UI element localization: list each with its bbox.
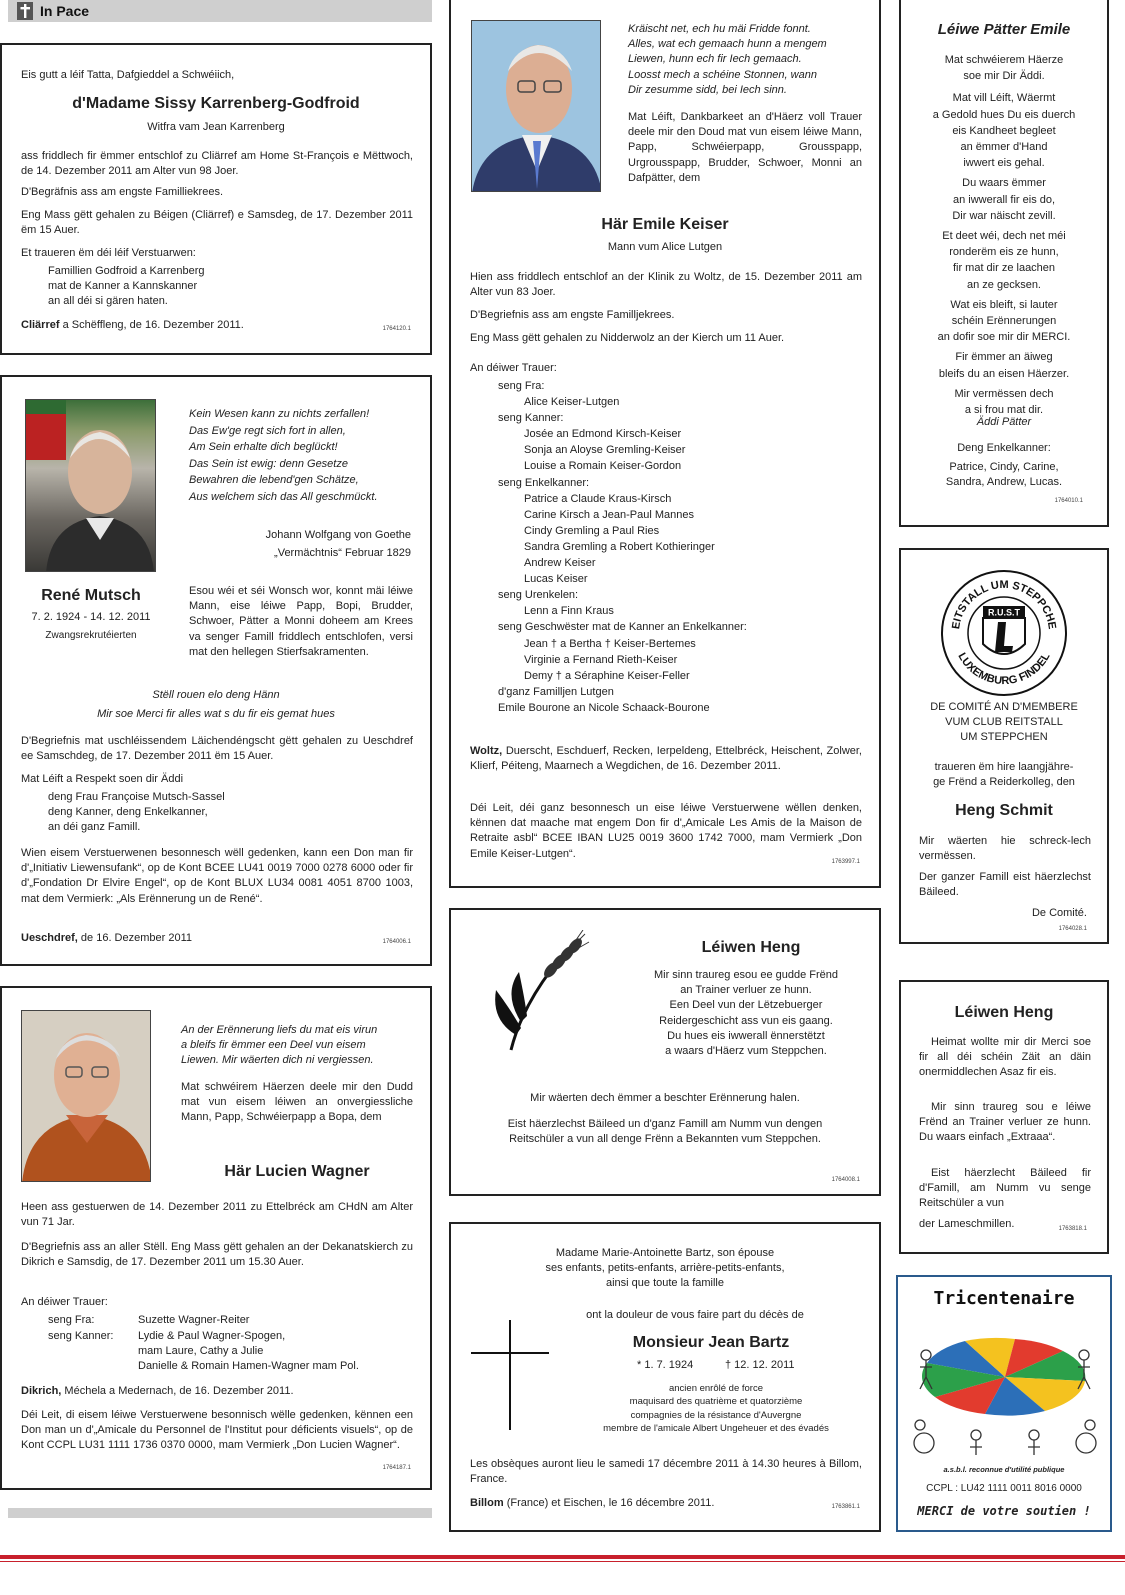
- wife-label: seng Fra:: [48, 1314, 95, 1326]
- notice-title: Léiwen Heng: [701, 939, 801, 956]
- mourner-line: deng Frau Françoise Mutsch-Sassel: [48, 791, 225, 803]
- paragraph: Déi Leit, déi ganz besonnesch un eise léiwe Verstuerwene wëllen denken, kënnen dat maache mat engem Don fir d'„Amicale Les Amis de la Maison de Retraite asbl“ BCEE IBAN LU25 0019 3600 1742 7000, mam Vermierk „Don Emile Keiser-Lutgen“.: [470, 802, 862, 860]
- reference-number: 1764010.1: [1054, 498, 1083, 504]
- ad-tagline: a.s.b.l. reconnue d'utilité publique: [943, 1465, 1065, 1474]
- portrait-photo: [471, 20, 601, 192]
- notice-heng-rider: [449, 908, 881, 1196]
- message-line: a Gedold hues Du eis duerch: [932, 108, 1076, 121]
- kids: [138, 1329, 359, 1375]
- mourner-line: Patrice a Claude Kraus-Kirsch: [524, 492, 672, 505]
- notice-karrenberg: [0, 43, 432, 355]
- message-line: an ëmmer d'Hand: [960, 141, 1048, 154]
- paragraph: Mir sinn traureg sou e léiwe Frënd an Trainer verluer ze hunn. Du waars einfach „Extraaa“.: [919, 1101, 1091, 1144]
- mourner-line: Jean † a Bertha † Keiser-Bertemes: [524, 637, 696, 650]
- kid-line: mam Laure, Cathy a Julie: [138, 1345, 264, 1358]
- club-logo: [937, 566, 1071, 700]
- paragraph: Mir wäerten hie schreck-lech vermëssen.: [919, 835, 1091, 863]
- paragraph: Déi Leit, di eisem léiwe Verstuerwene besonnisch wëlle gedenken, kënnen een Don man un d'„Amicale du Personnel de l'Institut pour déficients visuels“, op de Kont CCPL LU31 1111 1736 0370 0000, mam Vermierk „Don Lucien Wagner“.: [21, 1409, 413, 1452]
- org-line: VUM CLUB REITSTALL: [945, 716, 1063, 729]
- reference-number: 1764120.1: [382, 326, 411, 332]
- tricentenaire-ad[interactable]: [896, 1275, 1112, 1532]
- verse: Stëll rouen elo deng Hänn: [152, 689, 280, 701]
- mourner-line: Cindy Gremling a Paul Ries: [524, 524, 660, 537]
- detail-line: compagnies de la résistance d'Auvergne: [630, 1409, 802, 1421]
- mourner-line: Sandra Gremling a Robert Kothieringer: [524, 540, 715, 553]
- poem-line: Das Sein ist ewig: denn Gesetze: [189, 457, 348, 470]
- mourner-line: an all déi si gären haten.: [48, 295, 168, 308]
- notice-title: Léiwen Heng: [954, 1004, 1054, 1021]
- paragraph: Mat Léift, Dankbarkeet an d'Häerz voll Trauer deele mir den Doud mat vun eisem léiwe Mann, Papp, Schwéierpapp, Grousspapp, Urgrousspapp, Brudder, Schwoer, Monni an Dafpätter, dem: [628, 111, 862, 184]
- place: Dikrich,: [21, 1385, 62, 1397]
- date: Méchela a Medernach, de 16. Dezember 2011.: [64, 1385, 294, 1397]
- section-header: [8, 0, 432, 22]
- message-line: Een Deel vun der Lëtzebuerger: [669, 999, 823, 1012]
- paragraph: Les obsèques auront lieu le samedi 17 décembre 2011 à 14.30 heures à Billom, France.: [470, 1458, 862, 1486]
- subtitle: Witfra vam Jean Karrenberg: [147, 121, 285, 133]
- intro: Eis gutt a léif Tatta, Dafgieddel a Schwéiich,: [21, 69, 235, 81]
- place: Woltz,: [470, 745, 503, 757]
- intro-line: ses enfants, petits-enfants, arrière-petits-enfants,: [545, 1262, 785, 1275]
- condolence-line: Reitschüler a vun all denge Frënn a Bekannten vum Steppchen.: [509, 1133, 821, 1146]
- deceased-name: Heng Schmit: [955, 802, 1053, 819]
- message-line: iwwert eis gehal.: [963, 157, 1045, 170]
- places-date: [470, 744, 862, 774]
- mourner-line: Sonja an Aloyse Gremling-Keiser: [524, 444, 686, 457]
- wife: Suzette Wagner-Reiter: [138, 1314, 250, 1326]
- message-line: an iwwerall fir eis do,: [952, 193, 1056, 206]
- kid-line: Danielle & Romain Hamen-Wagner mam Pol.: [138, 1360, 359, 1373]
- poem-line: Am Sein erhalte dich beglückt!: [189, 441, 338, 453]
- message-line: bleifs du an eisen Häerzer.: [938, 367, 1070, 380]
- paragraph: Heen ass gestuerwen de 14. Dezember 2011 zu Ettelbréck am CHdN am Alter vun 71 Jar.: [21, 1201, 413, 1229]
- ad-title: Tricentenaire: [933, 1288, 1075, 1309]
- message: [901, 52, 1107, 418]
- poem-line: Loosst mech a schéine Stonnen, wann: [628, 68, 817, 81]
- paragraph: der Lameschmillen.: [919, 1218, 1015, 1230]
- place-date: [21, 931, 192, 946]
- message-line: Wat eis bleift, si lauter: [950, 298, 1058, 311]
- date: (France) et Eischen, le 16 décembre 2011.: [506, 1497, 715, 1509]
- message-line: a waars d'Häerz vum Steppchen.: [665, 1044, 827, 1057]
- paragraph: Wien eisem Verstuerwenen besonnesch wëll gedenken, kann een Don man fir d'„Initiativ Liewensufank“, op de Kont BCEE LU41 0019 7000 0278 6000 oder fir d'„Fondation Dr Elvire Engel“, op de Kont BLUX LU34 0081 4051 8700 1003, mat dem Vermierk: „Als Erënnerung un de René“.: [21, 847, 413, 905]
- cross-icon: [471, 1320, 551, 1430]
- ad-account: CCPL : LU42 1111 0011 8016 0000: [926, 1483, 1082, 1494]
- reference-number: 1764008.1: [831, 1177, 860, 1183]
- message: [901, 760, 1107, 790]
- signature: De Comité.: [1031, 907, 1087, 919]
- birth-date: * 1. 7. 1924: [637, 1359, 694, 1371]
- reference-number: 1763861.1: [831, 1504, 860, 1510]
- intro: [461, 1246, 869, 1292]
- place: Cliärref: [21, 319, 60, 331]
- place: Billom: [470, 1497, 504, 1509]
- paragraph: Esou wéi et séi Wonsch wor, konnt mäi léiwe Mann, eise léiwe Papp, Bopi, Brudder, Schwoer, Pätter a Monni doheem am Krees va senger Famill friddlech entschlofen, versi mat den hellegen Stierfsakramenten.: [189, 585, 413, 658]
- mourner-line: Lucas Keiser: [524, 573, 588, 586]
- subtitle: Mann vum Alice Lutgen: [607, 241, 723, 253]
- place-date: [470, 1496, 714, 1511]
- grandkids: [901, 460, 1107, 490]
- reference-number: 1764187.1: [382, 1465, 411, 1471]
- paragraph: Mat Léift a Respekt soen dir Äddi: [21, 773, 184, 785]
- message-line: schéin Erënnerungen: [951, 315, 1057, 328]
- poem-line: Kein Wesen kann zu nichts zerfallen!: [189, 408, 370, 420]
- detail-line: ancien enrôlé de force: [668, 1383, 763, 1394]
- message-line: Reidergeschicht ass vun eis gaang.: [659, 1014, 833, 1027]
- condolence-line: Eist häerzlechst Bäileed un d'ganz Famill am Numm vun dengen: [507, 1118, 823, 1130]
- message-line: a si frou mat dir.: [964, 404, 1044, 417]
- paragraph: Heimat wollte mir dir Merci soe fir all déi schéin Zäit an däin onermiddlechen Asaz fir eis.: [919, 1036, 1091, 1079]
- reference-number: 1764028.1: [1058, 926, 1087, 932]
- mourners-label: An déiwer Trauer:: [21, 1296, 108, 1308]
- message-line: Mat vill Léift, Wäermt: [952, 92, 1056, 105]
- message-line: an Trainer verluer ze hunn.: [680, 984, 812, 997]
- message-line: an dofir soe mir dir MERCI.: [937, 331, 1071, 344]
- intro-line: An der Erënnerung liefs du mat eis virun: [181, 1024, 378, 1036]
- mourner-line: Lenn a Finn Kraus: [524, 605, 614, 618]
- message-line: traueren ëm hire laangjähre-: [934, 761, 1074, 773]
- mourner-line: Demy † a Séraphine Keiser-Feller: [524, 669, 690, 682]
- reference-number: 1763997.1: [831, 859, 860, 865]
- condolence: [461, 1117, 869, 1147]
- paragraph: Eist häerzlecht Bäileed fir d'Famill, am Numm vu senge Reitschüler a vun: [919, 1167, 1091, 1210]
- section-title: In Pace: [40, 3, 90, 19]
- message-line: Mir vermëssen dech: [954, 387, 1054, 400]
- portrait-photo: [25, 399, 156, 572]
- footer-rule: [0, 1555, 1125, 1559]
- org-line: UM STEPPCHEN: [960, 731, 1048, 744]
- poem-work: „Vermächtnis“ Februar 1829: [274, 547, 411, 559]
- deceased-name: Här Emile Keiser: [601, 216, 729, 233]
- notice-patter-emile: [899, 0, 1109, 527]
- paragraph: ass friddlech fir ëmmer entschlof zu Cliärref am Home St-François e Mëttwoch, de 14. Dezember 2011 am Alter vun 98 Joer.: [21, 150, 413, 178]
- mourner-line: seng Enkelkanner:: [498, 476, 590, 489]
- kids-label: seng Kanner:: [48, 1330, 114, 1342]
- intro: [181, 1023, 377, 1069]
- cross-icon: [17, 2, 33, 20]
- mourner-line: Josée an Edmond Kirsch-Keiser: [524, 428, 682, 441]
- poem-line: Das Ew'ge regt sich fort in allen,: [189, 424, 346, 437]
- mourner-line: seng Urenkelen:: [498, 589, 579, 602]
- message-line: Dir war näischt zevill.: [952, 209, 1056, 222]
- mourners: [48, 264, 205, 310]
- paragraph: Der ganzer Famill eist häerzlechst Bäileed.: [919, 871, 1091, 899]
- message-line: Fir ëmmer an äiweg: [955, 351, 1053, 364]
- mourner-line: an déi ganz Famill.: [48, 821, 141, 834]
- poem: [189, 406, 417, 505]
- intro-line: Madame Marie-Antoinette Bartz, son épouse: [555, 1247, 775, 1259]
- org-line: DE COMITÉ AN D'MEMBERE: [930, 701, 1078, 713]
- signature: Äddi Pätter: [976, 416, 1032, 428]
- message-line: Du hues eis iwwerall ënnerstëtzt: [667, 1029, 825, 1042]
- deceased-name: Monsieur Jean Bartz: [632, 1334, 790, 1351]
- grandkids-label: Deng Enkelkanner:: [957, 442, 1051, 454]
- grandkid-line: Patrice, Cindy, Carine,: [949, 461, 1059, 473]
- mourner-line: seng Fra:: [498, 380, 545, 392]
- intro-line: Liewen. Mir wäerten dich ni vergiessen.: [181, 1054, 374, 1067]
- paragraph: Hien ass friddlech entschlof an der Klinik zu Woltz, de 15. Dezember 2011 am Alter vun 83 Joer.: [470, 271, 862, 299]
- message-line: Du waars ëmmer: [962, 177, 1046, 190]
- logo-top-text: EITSTALL UM STEPPCHE: [950, 578, 1058, 631]
- notice-title: Léiwe Pätter Emile: [937, 21, 1071, 38]
- message-line: an ze gecksen.: [967, 278, 1041, 291]
- notice-heng-lameschmillen: [899, 980, 1109, 1254]
- message-line: ronderëm eis ze hunn,: [949, 246, 1059, 259]
- mourner-line: Andrew Keiser: [524, 557, 596, 570]
- notice-keiser: [449, 0, 881, 888]
- poem-line: Dir zesumme sidd, bei Iech sinn.: [628, 83, 787, 96]
- mourners: [48, 790, 225, 836]
- intro-line: a bleifs fir ëmmer een Deel vun eisem: [181, 1039, 366, 1052]
- message-line: ge Frënd a Reiderkolleg, den: [933, 776, 1075, 789]
- poem-line: Liewen, hunn ech fir Iech gemaach.: [628, 53, 802, 66]
- poem-line: Kräischt net, ech hu mäi Fridde fonnt.: [628, 23, 811, 35]
- mourner-line: deng Kanner, deng Enkelkanner,: [48, 806, 208, 819]
- footer-grey-bar: [8, 1508, 432, 1518]
- remembrance: Mir wäerten dech ëmmer a beschter Erënnerung halen.: [530, 1092, 800, 1104]
- mourner-line: Alice Keiser-Lutgen: [524, 396, 620, 409]
- intro-line: ainsi que toute la famille: [605, 1277, 724, 1290]
- notice-rust-heng-schmit: [899, 548, 1109, 944]
- death-date: † 12. 12. 2011: [725, 1359, 795, 1371]
- organisation: [901, 700, 1107, 746]
- wheat-icon: [481, 930, 591, 1055]
- detail-line: maquisard des quatrième et quatorzième: [629, 1396, 803, 1408]
- message-line: Mir sinn traureg esou ee gudde Frënd: [653, 969, 839, 981]
- notice-mutsch: [0, 375, 432, 966]
- message-line: Et deet wéi, dech net méi: [942, 230, 1066, 243]
- message-line: eis Kandheet begleet: [952, 124, 1056, 137]
- paragraph: D'Begräfnis ass am engste Familliekrees.: [21, 186, 224, 198]
- mourners-list: [470, 378, 747, 716]
- place: Ueschdref,: [21, 932, 78, 944]
- message-line: fir mat dir ze laachen: [952, 262, 1056, 275]
- notice-bartz: [449, 1222, 881, 1532]
- announcement: ont la douleur de vous faire part du décès de: [586, 1309, 804, 1321]
- mourner-line: mat de Kanner a Kannskanner: [48, 280, 198, 293]
- paragraph: D'Begriefnis ass am engste Familljekrees.: [470, 309, 675, 321]
- mourner-line: d'ganz Familljen Lutgen: [498, 685, 614, 698]
- life-dates: 7. 2. 1924 - 14. 12. 2011: [31, 611, 151, 623]
- message-line: Mat schwéierem Häerze: [944, 54, 1064, 66]
- paragraph: Eng Mass gëtt gehalen zu Nidderwolz an der Kierch um 11 Auer.: [470, 332, 785, 344]
- place-date: [21, 318, 244, 333]
- verse: Mir soe Merci fir alles wat s du fir eis gemat hues: [97, 708, 335, 720]
- mourner-line: Virginie a Fernand Rieth-Keiser: [524, 653, 678, 666]
- deceased-name: d'Madame Sissy Karrenberg-Godfroid: [72, 95, 360, 112]
- mourner-line: Louise a Romain Keiser-Gordon: [524, 460, 682, 473]
- detail-line: membre de l'amicale Albert Ungeheuer et des évadés: [603, 1422, 829, 1434]
- reference-number: 1763818.1: [1058, 1226, 1087, 1232]
- places-text: Duerscht, Eschduerf, Recken, Ierpeldeng, Ettelbréck, Heischent, Zolwer, Klierf, Péiteng, Maarnech a Wegdichen, de 16. Dezember 2011.: [470, 745, 862, 773]
- paragraph: Mat schwéirem Häerzen deele mir den Dudd mat vun eisem léiwen an onvergiessliche Mann, Papp, Schwéierpapp a Bopa, dem: [181, 1081, 413, 1124]
- place-date: [21, 1384, 294, 1399]
- date: de 16. Dezember 2011: [80, 932, 193, 944]
- mourners-label: An déiwer Trauer:: [470, 362, 557, 374]
- details: [591, 1382, 841, 1435]
- poem: [628, 22, 827, 98]
- kid-line: Lydie & Paul Wagner-Spogen,: [138, 1330, 286, 1342]
- mourner-line: Emile Bourone an Nicole Schaack-Bourone: [498, 701, 710, 714]
- parachute-illustration: [906, 1317, 1104, 1457]
- poem-line: Aus welchem sich das All geschmückt.: [189, 490, 378, 503]
- deceased-name: René Mutsch: [41, 587, 141, 604]
- paragraph: Eng Mass gëtt gehalen zu Béigen (Cliärref) e Samsdeg, de 17. Dezember 2011 ëm 15 Auer.: [21, 209, 413, 237]
- logo-badge-text: R.U.S.T: [987, 607, 1021, 618]
- mourner-line: seng Geschwëster mat de Kanner an Enkelkanner:: [498, 621, 747, 634]
- grandkid-line: Sandra, Andrew, Lucas.: [945, 476, 1063, 489]
- footer-rule-thin: [0, 1561, 1125, 1562]
- ad-thanks: MERCI de votre soutien !: [917, 1504, 1091, 1518]
- paragraph: D'Begriefnis ass an aller Stëll. Eng Mass gëtt gehalen an der Dekanatskierch zu Dikrich e Samsdig, de 17. Dezember 2011 um 15.30 Auer.: [21, 1241, 413, 1269]
- poem-author: Johann Wolfgang von Goethe: [265, 529, 411, 541]
- message-line: soe mir Dir Äddi.: [963, 70, 1045, 83]
- logo-bottom-text: LUXEMBURG FINDEL: [955, 650, 1053, 688]
- message: [611, 968, 881, 1059]
- poem-line: Alles, wat ech gemaach hunn a mengem: [628, 38, 827, 51]
- reference-number: 1764006.1: [382, 939, 411, 945]
- poem-line: Bewahren die lebend'gen Schätze,: [189, 474, 359, 486]
- mourner-line: seng Kanner:: [498, 412, 564, 425]
- notice-wagner: [0, 986, 432, 1490]
- mourner-line: Carine Kirsch a Jean-Paul Mannes: [524, 508, 694, 521]
- date: a Schëffleng, de 16. Dezember 2011.: [62, 319, 244, 331]
- deceased-name: Här Lucien Wagner: [224, 1163, 370, 1180]
- portrait-photo: [21, 1010, 151, 1182]
- mourner-line: Famillien Godfroid a Karrenberg: [48, 265, 205, 277]
- paragraph: D'Begriefnis mat uschléissendem Läichendéngscht gëtt gehalen zu Ueschdref ee Samschdeg, de 17. Dezember 2011 ëm 15 Auer.: [21, 735, 413, 763]
- note: Zwangsrekrutéierten: [45, 630, 137, 641]
- paragraph: Et traueren ëm déi léif Verstuarwen:: [21, 247, 196, 259]
